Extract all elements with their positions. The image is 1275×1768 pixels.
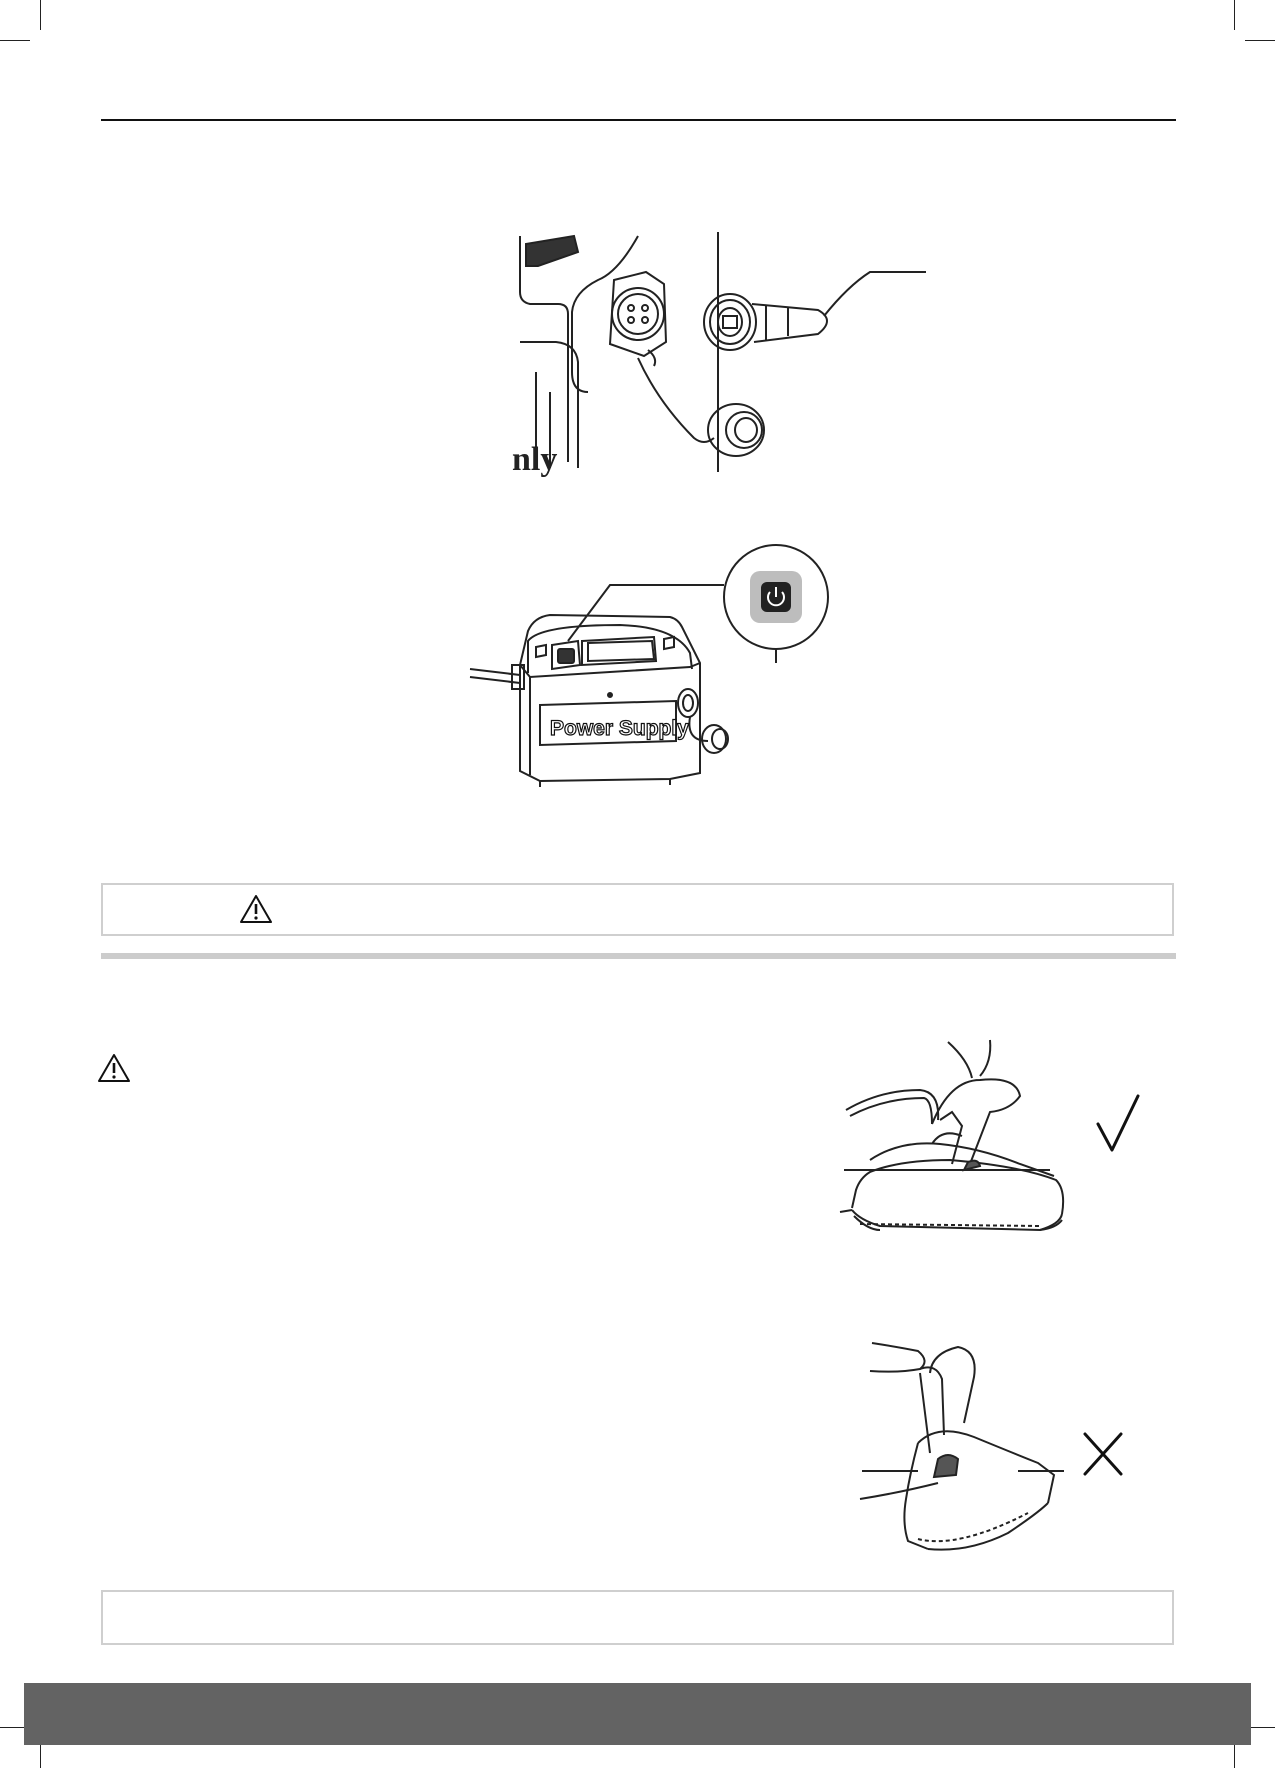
cross-mark-icon: [1083, 1432, 1123, 1476]
crop-mark-tl-v: [40, 0, 41, 30]
power-supply-figure: [470, 545, 830, 785]
crop-mark-tr-v: [1234, 0, 1235, 30]
section-divider: [101, 953, 1176, 959]
check-mark-icon: [1094, 1094, 1144, 1154]
header-rule: [101, 119, 1176, 121]
crop-mark-tr-h: [1245, 40, 1275, 41]
robot-partial-label: nly: [512, 441, 558, 478]
power-supply-label: Power Supply: [550, 717, 689, 740]
crop-mark-tl-h: [0, 40, 30, 41]
cable-connector-figure: [512, 232, 918, 478]
warning-box: [101, 883, 1174, 936]
incorrect-lift-figure: [858, 1343, 1068, 1558]
warning-triangle-icon: [239, 894, 273, 924]
note-box: [101, 1590, 1174, 1645]
correct-lift-figure: [840, 1040, 1070, 1280]
warning-triangle-icon: [97, 1053, 131, 1083]
footer-bar: [24, 1683, 1251, 1745]
